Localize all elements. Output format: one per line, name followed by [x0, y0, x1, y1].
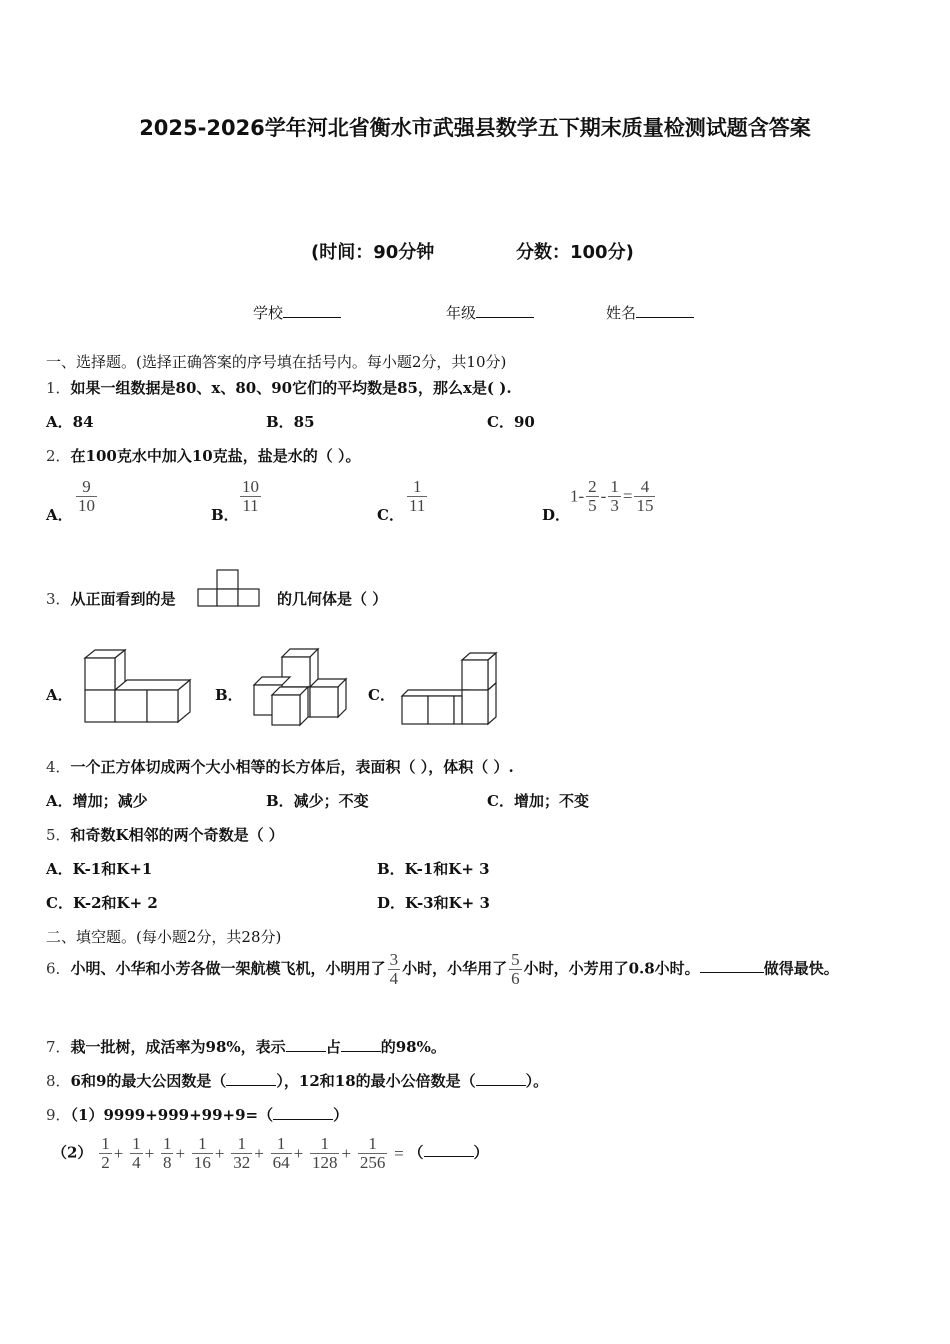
name-field[interactable]	[606, 302, 694, 323]
q1-option-c[interactable]: C．90	[487, 413, 535, 431]
name-label: 姓名	[606, 304, 637, 322]
q3-option-a-label[interactable]: A．	[46, 686, 73, 704]
question-5: 5．和奇数K相邻的两个奇数是（ ）	[46, 826, 284, 844]
q3-option-c-label[interactable]: C．	[368, 686, 395, 704]
q7-blank-1[interactable]	[286, 1037, 326, 1052]
exam-time: (时间：90分钟	[311, 242, 435, 263]
q7-blank-2[interactable]	[341, 1037, 381, 1052]
q3-option-b-figure[interactable]	[250, 645, 350, 730]
q9-blank-2[interactable]	[424, 1142, 474, 1157]
q2-option-c-fraction: $\frac{1}{11}$	[409, 477, 426, 515]
question-4: 4．一个正方体切成两个大小相等的长方体后，表面积（ ），体积（ ）.	[46, 758, 514, 776]
q8-blank-1[interactable]	[226, 1071, 276, 1086]
q1-option-b[interactable]: B．85	[266, 413, 315, 431]
q2-option-a-fraction: $\frac{9}{10}$	[78, 477, 95, 515]
page-title: 2025-2026学年河北省衡水市武强县数学五下期末质量检测试题含答案	[139, 116, 811, 140]
question-7: 7．栽一批树，成活率为98%，表示 占 的98%。	[46, 1038, 446, 1056]
q3-option-a-figure[interactable]	[80, 648, 195, 728]
q5-option-d[interactable]: D．K-3和K+ 3	[377, 894, 490, 912]
q2-option-c-label[interactable]: C．	[377, 506, 404, 524]
q1-option-a[interactable]: A．84	[46, 413, 94, 431]
grade-label: 年级	[446, 304, 477, 322]
q4-option-a[interactable]: A．增加；减少	[46, 792, 148, 810]
question-9: 9．（1）9999+999+99+9=（ ）	[46, 1106, 349, 1124]
exam-score: 分数：100分)	[516, 242, 634, 263]
q4-option-c[interactable]: C．增加；不变	[487, 792, 589, 810]
q2-option-d-expression: 1- $\frac{2}{5}$ - $\frac{1}{3}$ = $\frac{4}{15}$	[570, 477, 654, 515]
q8-blank-2[interactable]	[476, 1071, 526, 1086]
question-6: 6．小明、小华和小芳各做一架航模飞机，小明用了 $\frac{3}{4}$ 小时，小华用了 $\frac{5}{6}$ 小时，小芳用了0.8小时。 做得最快。	[46, 950, 839, 988]
section-2-heading: 二、填空题。(每小题2分，共28分)	[46, 928, 282, 946]
q5-option-a[interactable]: A．K-1和K+1	[46, 860, 153, 878]
q3-option-b-label[interactable]: B．	[215, 686, 243, 704]
question-1: 1．如果一组数据是80、x、80、90它们的平均数是85，那么x是( ).	[46, 379, 512, 397]
school-label: 学校	[253, 304, 284, 322]
q5-option-c[interactable]: C．K-2和K+ 2	[46, 894, 158, 912]
question-8: 8．6和9的最大公因数是（ ），12和18的最小公倍数是（ ）。	[46, 1072, 549, 1090]
grade-field[interactable]	[446, 302, 534, 323]
q5-option-b[interactable]: B．K-1和K+ 3	[377, 860, 490, 878]
q9-blank-1[interactable]	[273, 1105, 333, 1120]
q2-option-b-fraction: $\frac{10}{11}$	[242, 477, 259, 515]
question-2: 2．在100克水中加入10克盐，盐是水的（ ）。	[46, 447, 361, 465]
q3-option-c-figure[interactable]	[398, 650, 500, 728]
q4-option-b[interactable]: B．减少；不变	[266, 792, 369, 810]
question-9-part-2: （2） $\frac{1}{2}$ + $\frac{1}{4}$ + $\frac{1}{8}$ + $\frac{1}{16}$ + $\frac{1}{32}$ + $\frac{1}{64}$ + $\frac{1}{128}$ + $\frac{1}{256}$ = （ ）	[52, 1134, 489, 1172]
question-3-tail: 的几何体是（ ）	[277, 590, 388, 608]
q2-option-b-label[interactable]: B．	[211, 506, 239, 524]
question-3: 3．从正面看到的是	[46, 590, 176, 608]
q6-answer-blank[interactable]	[700, 958, 764, 973]
front-view-icon	[196, 568, 264, 610]
q2-option-d-label[interactable]: D．	[542, 506, 571, 524]
school-field[interactable]	[253, 302, 341, 323]
section-1-heading: 一、选择题。(选择正确答案的序号填在括号内。每小题2分，共10分)	[46, 353, 507, 371]
q2-option-a-label[interactable]: A．	[46, 506, 73, 524]
